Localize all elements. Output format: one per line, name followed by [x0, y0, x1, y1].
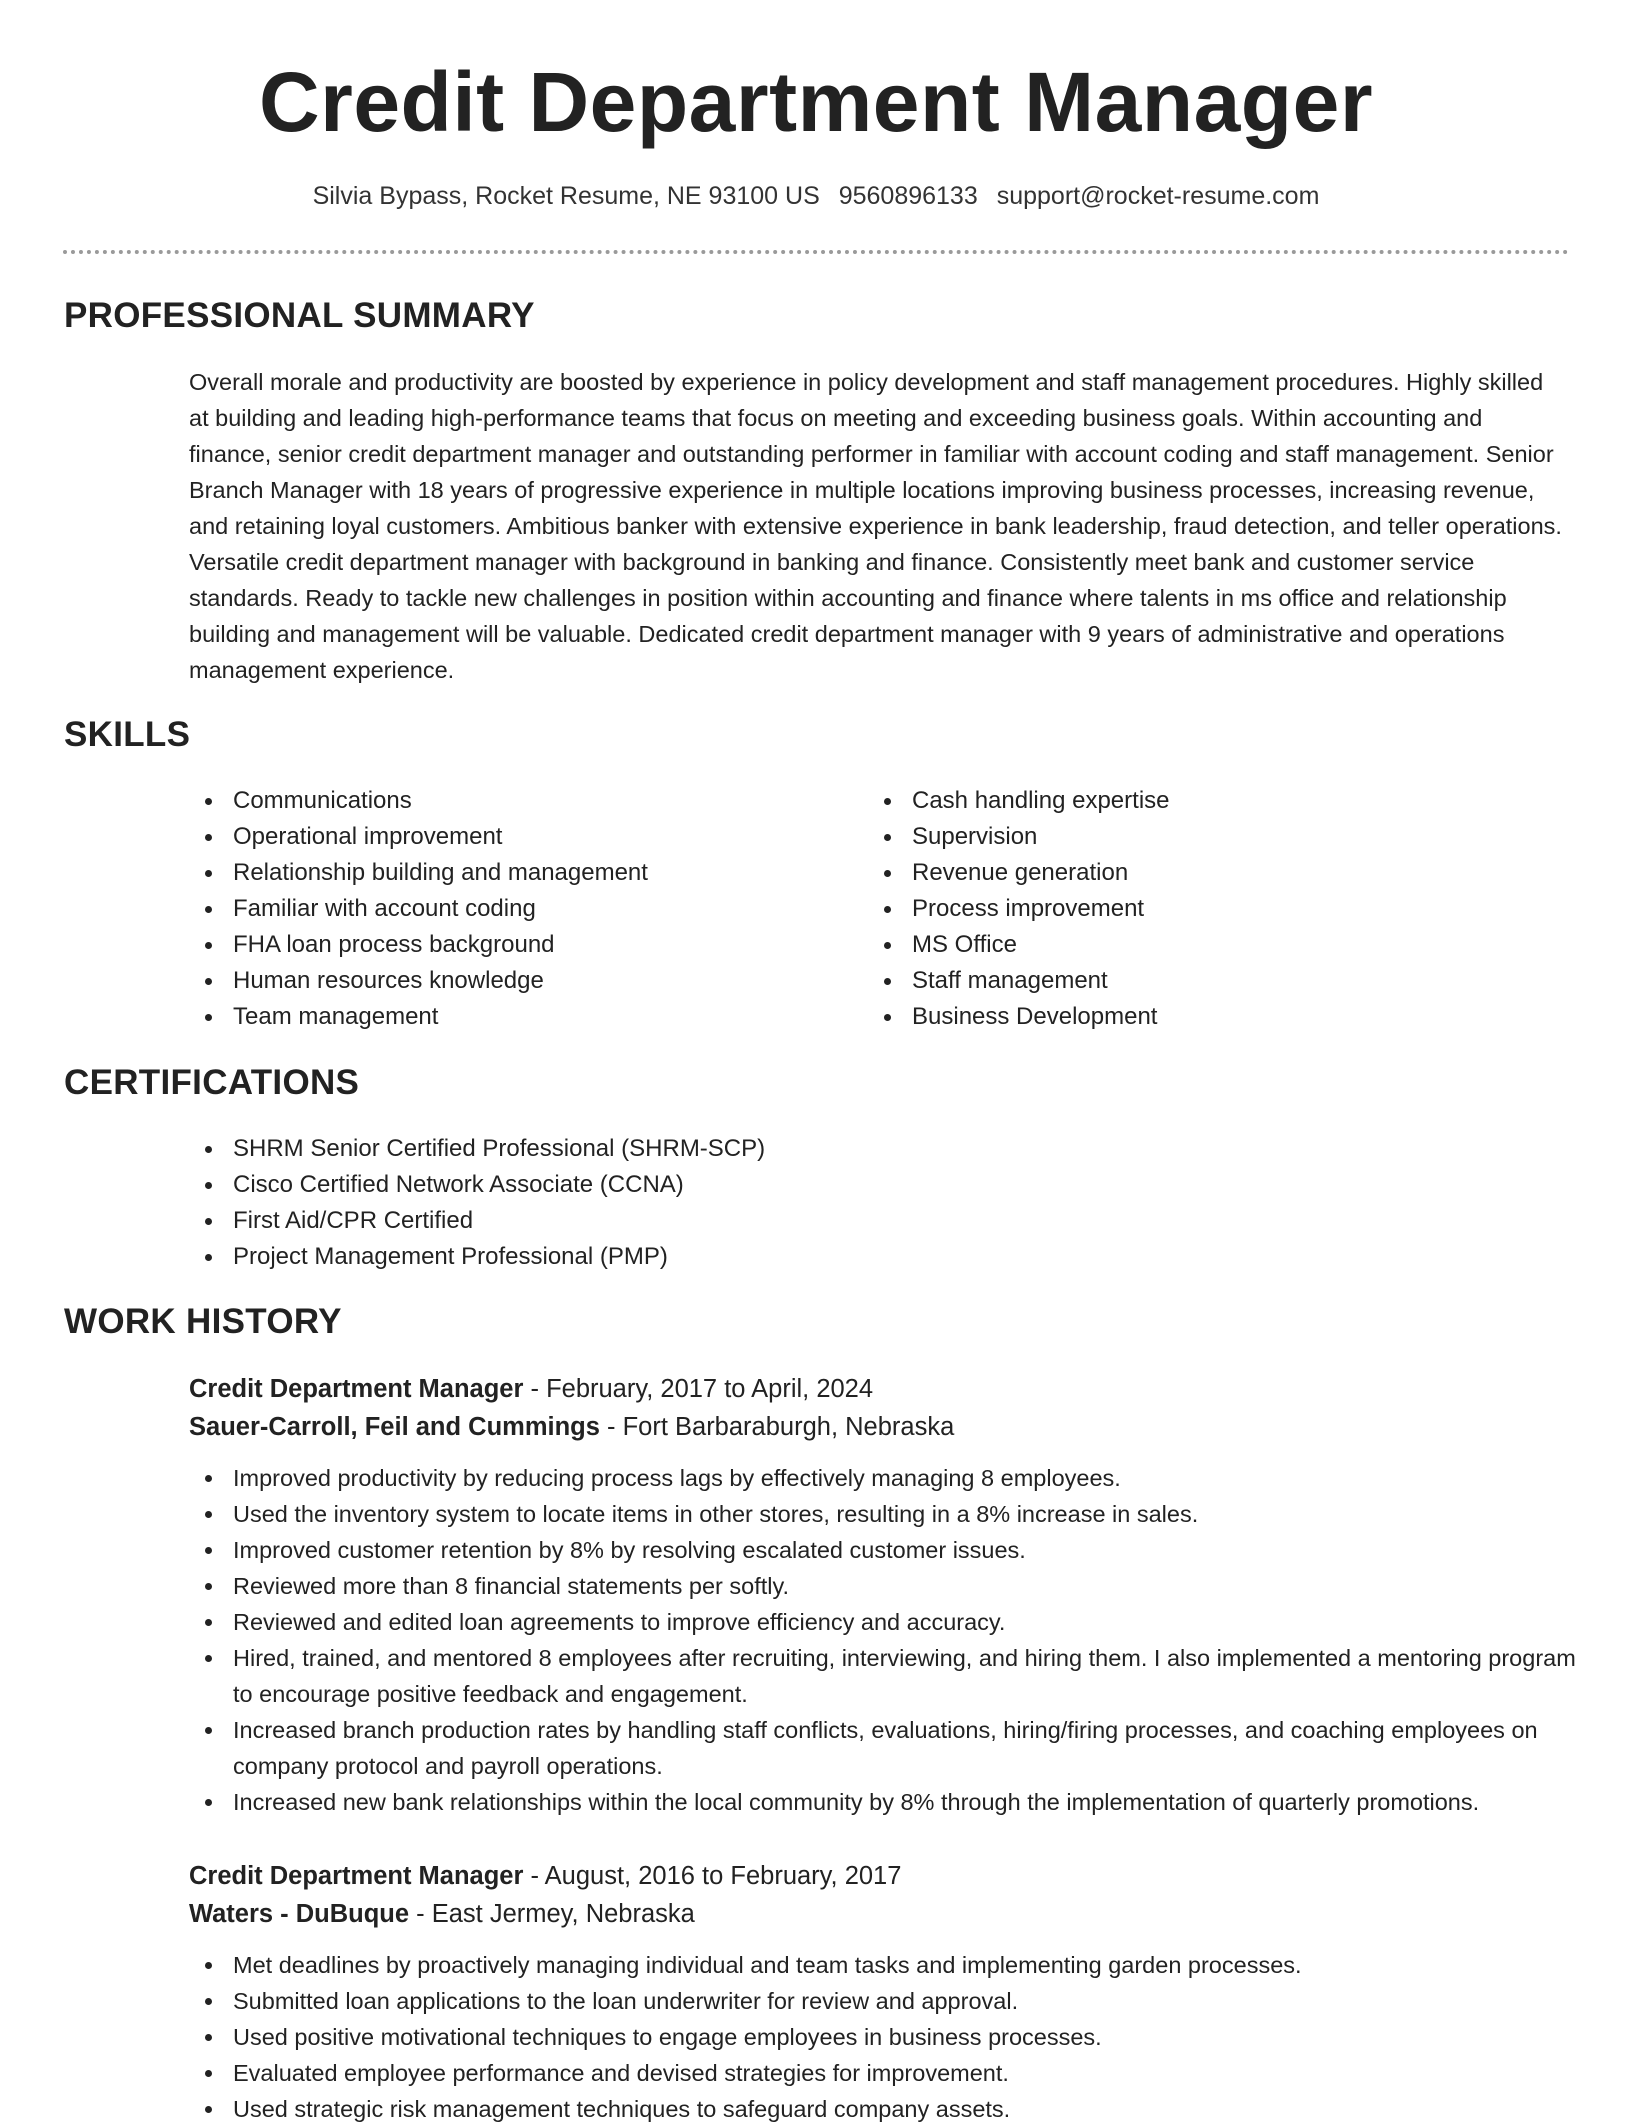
job-bullet: Reviewed and edited loan agreements to improve efficiency and accuracy. — [189, 1604, 1589, 1640]
job-bullet: Submitted loan applications to the loan underwriter for review and approval. — [189, 1983, 1589, 2019]
skill-item: Cash handling expertise — [868, 783, 1170, 819]
job-company: Sauer-Carroll, Feil and Cummings — [189, 1413, 600, 1441]
skills-list-right — [868, 783, 1170, 1035]
job-role: Credit Department Manager — [189, 1375, 524, 1403]
skill-item: Communications — [189, 783, 648, 819]
job-bullet: Hired, trained, and mentored 8 employees after recruiting, interviewing, and hiring them. I also implemented a mentoring program to encourage positive feedback and engagement. — [189, 1640, 1589, 1712]
skills-list-left — [189, 783, 648, 1035]
certification-item: Cisco Certified Network Associate (CCNA) — [189, 1167, 765, 1203]
skill-item: Supervision — [868, 819, 1170, 855]
summary-heading: PROFESSIONAL SUMMARY — [64, 296, 535, 335]
job-bullet: Used the inventory system to locate items in other stores, resulting in a 8% increase in sales. — [189, 1496, 1589, 1532]
job-location: - East Jermey, Nebraska — [409, 1900, 695, 1928]
skills-heading: SKILLS — [64, 715, 191, 754]
job-bullet: Met deadlines by proactively managing individual and team tasks and implementing garden processes. — [189, 1947, 1589, 1983]
contact-phone: 9560896133 — [838, 182, 978, 210]
skill-item: MS Office — [868, 927, 1170, 963]
certification-item: SHRM Senior Certified Professional (SHRM-SCP) — [189, 1131, 765, 1167]
work-history-heading: WORK HISTORY — [64, 1302, 342, 1341]
contact-address: Silvia Bypass, Rocket Resume, NE 93100 US — [312, 182, 820, 210]
job-dates: - August, 2016 to February, 2017 — [523, 1862, 902, 1890]
certification-item: First Aid/CPR Certified — [189, 1203, 765, 1239]
job-bullet: Reviewed more than 8 financial statements per softly. — [189, 1568, 1589, 1604]
skill-item: Familiar with account coding — [189, 891, 648, 927]
job-location: - Fort Barbaraburgh, Nebraska — [599, 1413, 955, 1441]
certifications-list — [189, 1131, 765, 1275]
job-bullet: Increased new bank relationships within the local community by 8% through the implementation of quarterly promotions. — [189, 1784, 1589, 1820]
skill-item: Relationship building and management — [189, 855, 648, 891]
skill-item: Team management — [189, 999, 648, 1035]
job-bullet: Used positive motivational techniques to engage employees in business processes. — [189, 2019, 1589, 2055]
job-bullets — [189, 1947, 1589, 2127]
job-title-line — [189, 1857, 1589, 1895]
job-role: Credit Department Manager — [189, 1862, 524, 1890]
skill-item: FHA loan process background — [189, 927, 648, 963]
skill-item: Staff management — [868, 963, 1170, 999]
job-entry — [189, 1857, 1589, 2127]
job-bullets — [189, 1460, 1589, 1820]
job-bullet: Improved productivity by reducing process lags by effectively managing 8 employees. — [189, 1460, 1589, 1496]
resume-header — [0, 0, 1632, 212]
job-title-line — [189, 1370, 1589, 1408]
job-bullet: Evaluated employee performance and devised strategies for improvement. — [189, 2055, 1589, 2091]
candidate-title: Credit Department Manager — [258, 55, 1374, 149]
job-bullet: Increased branch production rates by handling staff conflicts, evaluations, hiring/firing processes, and coaching employees on company protocol and payroll operations. — [189, 1712, 1589, 1784]
header-divider — [63, 250, 1569, 254]
skill-item: Business Development — [868, 999, 1170, 1035]
job-company: Waters - DuBuque — [189, 1900, 410, 1928]
skill-item: Process improvement — [868, 891, 1170, 927]
skill-item: Operational improvement — [189, 819, 648, 855]
skill-item: Human resources knowledge — [189, 963, 648, 999]
job-entry — [189, 1370, 1589, 1820]
job-dates: - February, 2017 to April, 2024 — [523, 1375, 874, 1403]
contact-line — [0, 180, 1632, 212]
summary-text: Overall morale and productivity are boosted by experience in policy development and staff management procedures. Highly skilled at building and leading high-performance teams that focus on meeting and exceeding business goals. Within accounting and finance, senior credit department manager and outstanding performer in familiar with account coding and staff management. Senior Branch Manager with 18 years of progressive experience in multiple locations improving business processes, increasing revenue, and retaining loyal customers. Ambitious banker with extensive experience in bank leadership, fraud detection, and teller operations. Versatile credit department manager with background in banking and finance. Consistently meet bank and customer service standards. Ready to tackle new challenges in position within accounting and finance where talents in ms office and relationship building and management will be valuable. Dedicated credit department manager with 9 years of administrative and operations management experience. — [189, 369, 1562, 683]
job-company-line — [189, 1408, 1589, 1446]
job-bullet: Used strategic risk management techniques to safeguard company assets. — [189, 2091, 1589, 2127]
contact-email: support@rocket-resume.com — [996, 182, 1320, 210]
certifications-heading: CERTIFICATIONS — [64, 1063, 360, 1102]
job-company-line — [189, 1895, 1589, 1933]
job-bullet: Improved customer retention by 8% by resolving escalated customer issues. — [189, 1532, 1589, 1568]
certification-item: Project Management Professional (PMP) — [189, 1239, 765, 1275]
skill-item: Revenue generation — [868, 855, 1170, 891]
